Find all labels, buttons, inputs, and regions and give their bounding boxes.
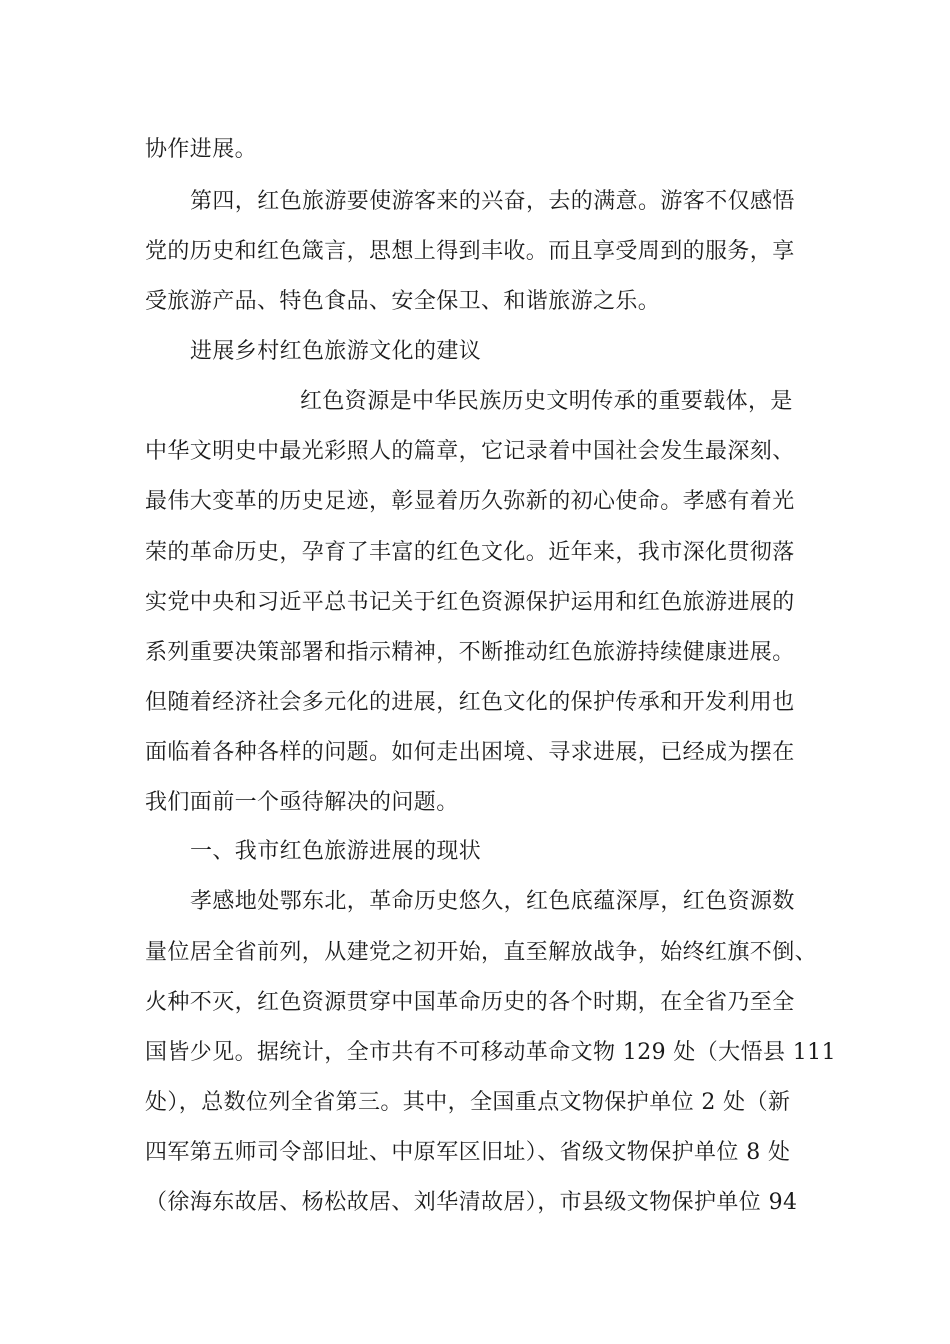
- section-heading: 一、我市红色旅游进展的现状: [190, 839, 482, 864]
- text-line: 系列重要决策部署和指示精神，不断推动红色旅游持续健康进展。: [145, 640, 795, 665]
- paragraph-first-line: 红色资源是中华民族历史文明传承的重要载体，是: [300, 389, 793, 414]
- text-line: 国皆少见。据统计，全市共有不可移动革命文物 129 处（大悟县 111: [145, 1040, 836, 1065]
- text-line: 党的历史和红色箴言，思想上得到丰收。而且享受周到的服务，享: [145, 239, 795, 264]
- text-line: 但随着经济社会多元化的进展，红色文化的保护传承和开发利用也: [145, 690, 795, 715]
- paragraph-first-line: 孝感地处鄂东北，革命历史悠久，红色底蕴深厚，红色资源数: [190, 889, 795, 914]
- text-line: 火种不灭，红色资源贯穿中国革命历史的各个时期，在全省乃至全: [145, 990, 795, 1015]
- text-line: 最伟大变革的历史足迹，彰显着历久弥新的初心使命。孝感有着光: [145, 489, 795, 514]
- text-line: 处），总数位列全省第三。其中，全国重点文物保护单位 2 处（新: [145, 1090, 791, 1115]
- text-line: 受旅游产品、特色食品、安全保卫、和谐旅游之乐。: [145, 289, 661, 314]
- text-line: 量位居全省前列，从建党之初开始，直至解放战争，始终红旗不倒、: [145, 940, 818, 965]
- text-line: 荣的革命历史，孕育了丰富的红色文化。近年来，我市深化贯彻落: [145, 540, 795, 565]
- text-line: 面临着各种各样的问题。如何走出困境、寻求进展，已经成为摆在: [145, 740, 795, 765]
- section-heading: 进展乡村红色旅游文化的建议: [190, 339, 482, 364]
- text-line: 中华文明史中最光彩照人的篇章，它记录着中国社会发生最深刻、: [145, 439, 795, 464]
- text-line: 我们面前一个亟待解决的问题。: [145, 790, 459, 815]
- text-line: 实党中央和习近平总书记关于红色资源保护运用和红色旅游进展的: [145, 590, 795, 615]
- text-line: 协作进展。: [145, 137, 258, 162]
- paragraph-first-line: 第四，红色旅游要使游客来的兴奋，去的满意。游客不仅感悟: [190, 189, 795, 214]
- text-line: （徐海东故居、杨松故居、刘华清故居），市县级文物保护单位 94: [145, 1190, 798, 1215]
- text-line: 四军第五师司令部旧址、中原军区旧址）、省级文物保护单位 8 处: [145, 1140, 791, 1165]
